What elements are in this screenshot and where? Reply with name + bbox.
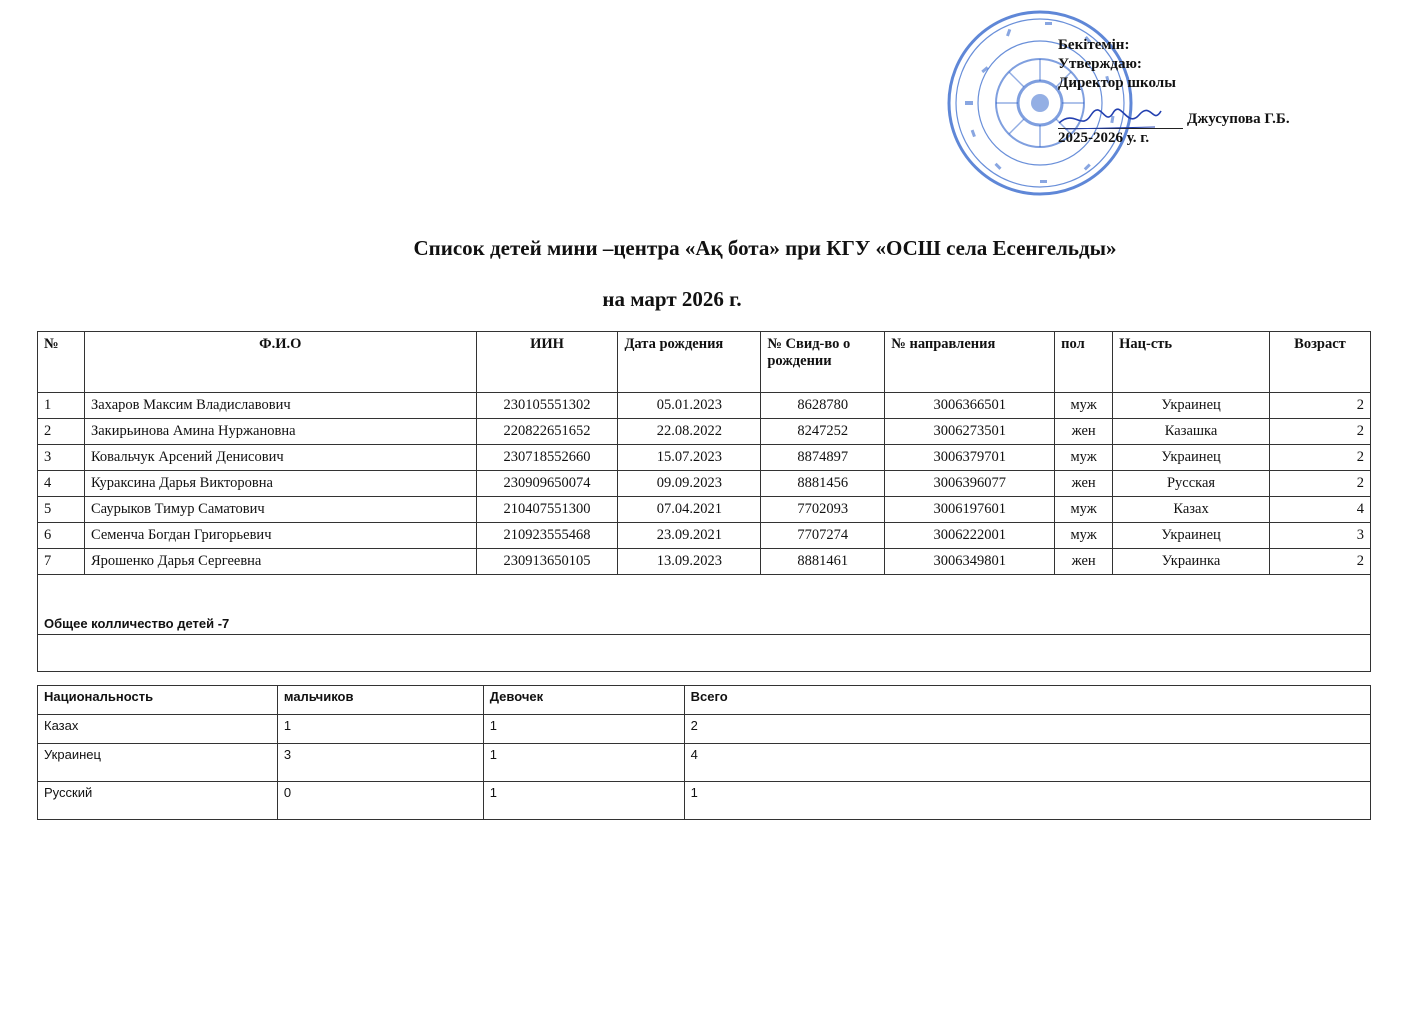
- summary-total: 1: [684, 782, 1370, 820]
- header-name: Ф.И.О: [84, 332, 476, 393]
- summary-total: 2: [684, 715, 1370, 744]
- header-iin: ИИН: [476, 332, 618, 393]
- cell-dob: 09.09.2023: [618, 471, 761, 497]
- summary-nationality: Казах: [38, 715, 278, 744]
- cell-dob: 22.08.2022: [618, 419, 761, 445]
- cell-name: Захаров Максим Владиславович: [84, 393, 476, 419]
- header-no: №: [38, 332, 85, 393]
- summary-row: [38, 715, 1371, 744]
- summary-girls: 1: [483, 715, 684, 744]
- cell-iin: 210407551300: [476, 497, 618, 523]
- cell-nationality: Украинец: [1113, 393, 1270, 419]
- summary-header-total: Всего: [684, 686, 1370, 715]
- cell-nationality: Украинец: [1113, 445, 1270, 471]
- table-row: [38, 497, 1371, 523]
- cell-dob: 23.09.2021: [618, 523, 761, 549]
- cell-age: 2: [1269, 549, 1370, 575]
- cell-age: 2: [1269, 471, 1370, 497]
- summary-girls: 1: [483, 744, 684, 782]
- summary-header-nationality: Национальность: [38, 686, 278, 715]
- cell-sex: муж: [1055, 497, 1113, 523]
- director-name: Джусупова Г.Б.: [1187, 111, 1290, 127]
- table-row: [38, 523, 1371, 549]
- cell-cert: 8247252: [761, 419, 885, 445]
- cell-sex: жен: [1055, 549, 1113, 575]
- cell-name: Ковальчук Арсений Денисович: [84, 445, 476, 471]
- summary-boys: 1: [277, 715, 483, 744]
- cell-no: 7: [38, 549, 85, 575]
- cell-no: 5: [38, 497, 85, 523]
- header-age: Возраст: [1269, 332, 1370, 393]
- header-nationality: Нац-сть: [1113, 332, 1270, 393]
- cell-cert: 8881461: [761, 549, 885, 575]
- summary-row: [38, 744, 1371, 782]
- cell-nationality: Украинка: [1113, 549, 1270, 575]
- blank-cell: [38, 635, 1371, 672]
- cell-iin: 230105551302: [476, 393, 618, 419]
- director-title: Директор школы: [1058, 75, 1176, 91]
- table-row: [38, 471, 1371, 497]
- cell-age: 2: [1269, 419, 1370, 445]
- table-row: [38, 445, 1371, 471]
- cell-nationality: Русская: [1113, 471, 1270, 497]
- nationality-summary-table: [37, 685, 1371, 820]
- approval-ru: Утверждаю:: [1058, 56, 1142, 72]
- cell-dob: 13.09.2023: [618, 549, 761, 575]
- summary-total: 4: [684, 744, 1370, 782]
- summary-boys: 3: [277, 744, 483, 782]
- cell-sex: муж: [1055, 523, 1113, 549]
- summary-boys: 0: [277, 782, 483, 820]
- cell-name: Саурыков Тимур Саматович: [84, 497, 476, 523]
- summary-header-girls: Девочек: [483, 686, 684, 715]
- cell-nationality: Украинец: [1113, 523, 1270, 549]
- summary-nationality: Украинец: [38, 744, 278, 782]
- approval-kz: Бекітемін:: [1058, 37, 1130, 53]
- cell-no: 6: [38, 523, 85, 549]
- header-sex: пол: [1055, 332, 1113, 393]
- cell-no: 1: [38, 393, 85, 419]
- table-row: [38, 549, 1371, 575]
- total-count: Общее колличество детей -7: [38, 575, 1371, 635]
- cell-no: 3: [38, 445, 85, 471]
- cell-no: 4: [38, 471, 85, 497]
- cell-dob: 05.01.2023: [618, 393, 761, 419]
- cell-sex: муж: [1055, 445, 1113, 471]
- cell-direction: 3006222001: [885, 523, 1055, 549]
- cell-age: 2: [1269, 445, 1370, 471]
- cell-direction: 3006349801: [885, 549, 1055, 575]
- cell-iin: 230909650074: [476, 471, 618, 497]
- cell-sex: муж: [1055, 393, 1113, 419]
- cell-iin: 230718552660: [476, 445, 618, 471]
- summary-header-boys: мальчиков: [277, 686, 483, 715]
- total-row: [38, 575, 1371, 635]
- header-direction: № направления: [885, 332, 1055, 393]
- cell-age: 4: [1269, 497, 1370, 523]
- cell-cert: 7702093: [761, 497, 885, 523]
- summary-nationality: Русский: [38, 782, 278, 820]
- cell-iin: 230913650105: [476, 549, 618, 575]
- summary-row: [38, 782, 1371, 820]
- cell-direction: 3006379701: [885, 445, 1055, 471]
- summary-header-row: [38, 686, 1371, 715]
- cell-iin: 220822651652: [476, 419, 618, 445]
- cell-name: Кураксина Дарья Викторовна: [84, 471, 476, 497]
- cell-sex: жен: [1055, 419, 1113, 445]
- cell-iin: 210923555468: [476, 523, 618, 549]
- table-header-row: [38, 332, 1371, 393]
- page-subtitle: на март 2026 г.: [602, 287, 742, 311]
- cell-nationality: Казашка: [1113, 419, 1270, 445]
- children-table: [37, 331, 1371, 672]
- cell-no: 2: [38, 419, 85, 445]
- cell-name: Семенча Богдан Григорьевич: [84, 523, 476, 549]
- cell-direction: 3006366501: [885, 393, 1055, 419]
- summary-girls: 1: [483, 782, 684, 820]
- cell-name: Закирьинова Амина Нуржановна: [84, 419, 476, 445]
- cell-cert: 8881456: [761, 471, 885, 497]
- page-title: Список детей мини –центра «Ақ бота» при КГУ «ОСШ села Есенгельды»: [413, 236, 1117, 260]
- cell-age: 2: [1269, 393, 1370, 419]
- cell-name: Ярошенко Дарья Сергеевна: [84, 549, 476, 575]
- table-row: [38, 393, 1371, 419]
- blank-row: [38, 635, 1371, 672]
- cell-cert: 8628780: [761, 393, 885, 419]
- table-row: [38, 419, 1371, 445]
- header-dob: Дата рождения: [618, 332, 761, 393]
- cell-cert: 7707274: [761, 523, 885, 549]
- cell-nationality: Казах: [1113, 497, 1270, 523]
- header-cert: № Свид-во о рождении: [761, 332, 885, 393]
- cell-dob: 07.04.2021: [618, 497, 761, 523]
- signature-icon: [1055, 105, 1165, 135]
- cell-cert: 8874897: [761, 445, 885, 471]
- cell-direction: 3006273501: [885, 419, 1055, 445]
- cell-direction: 3006396077: [885, 471, 1055, 497]
- cell-sex: жен: [1055, 471, 1113, 497]
- cell-dob: 15.07.2023: [618, 445, 761, 471]
- cell-direction: 3006197601: [885, 497, 1055, 523]
- academic-year: 2025-2026 у. г.: [1058, 130, 1150, 146]
- cell-age: 3: [1269, 523, 1370, 549]
